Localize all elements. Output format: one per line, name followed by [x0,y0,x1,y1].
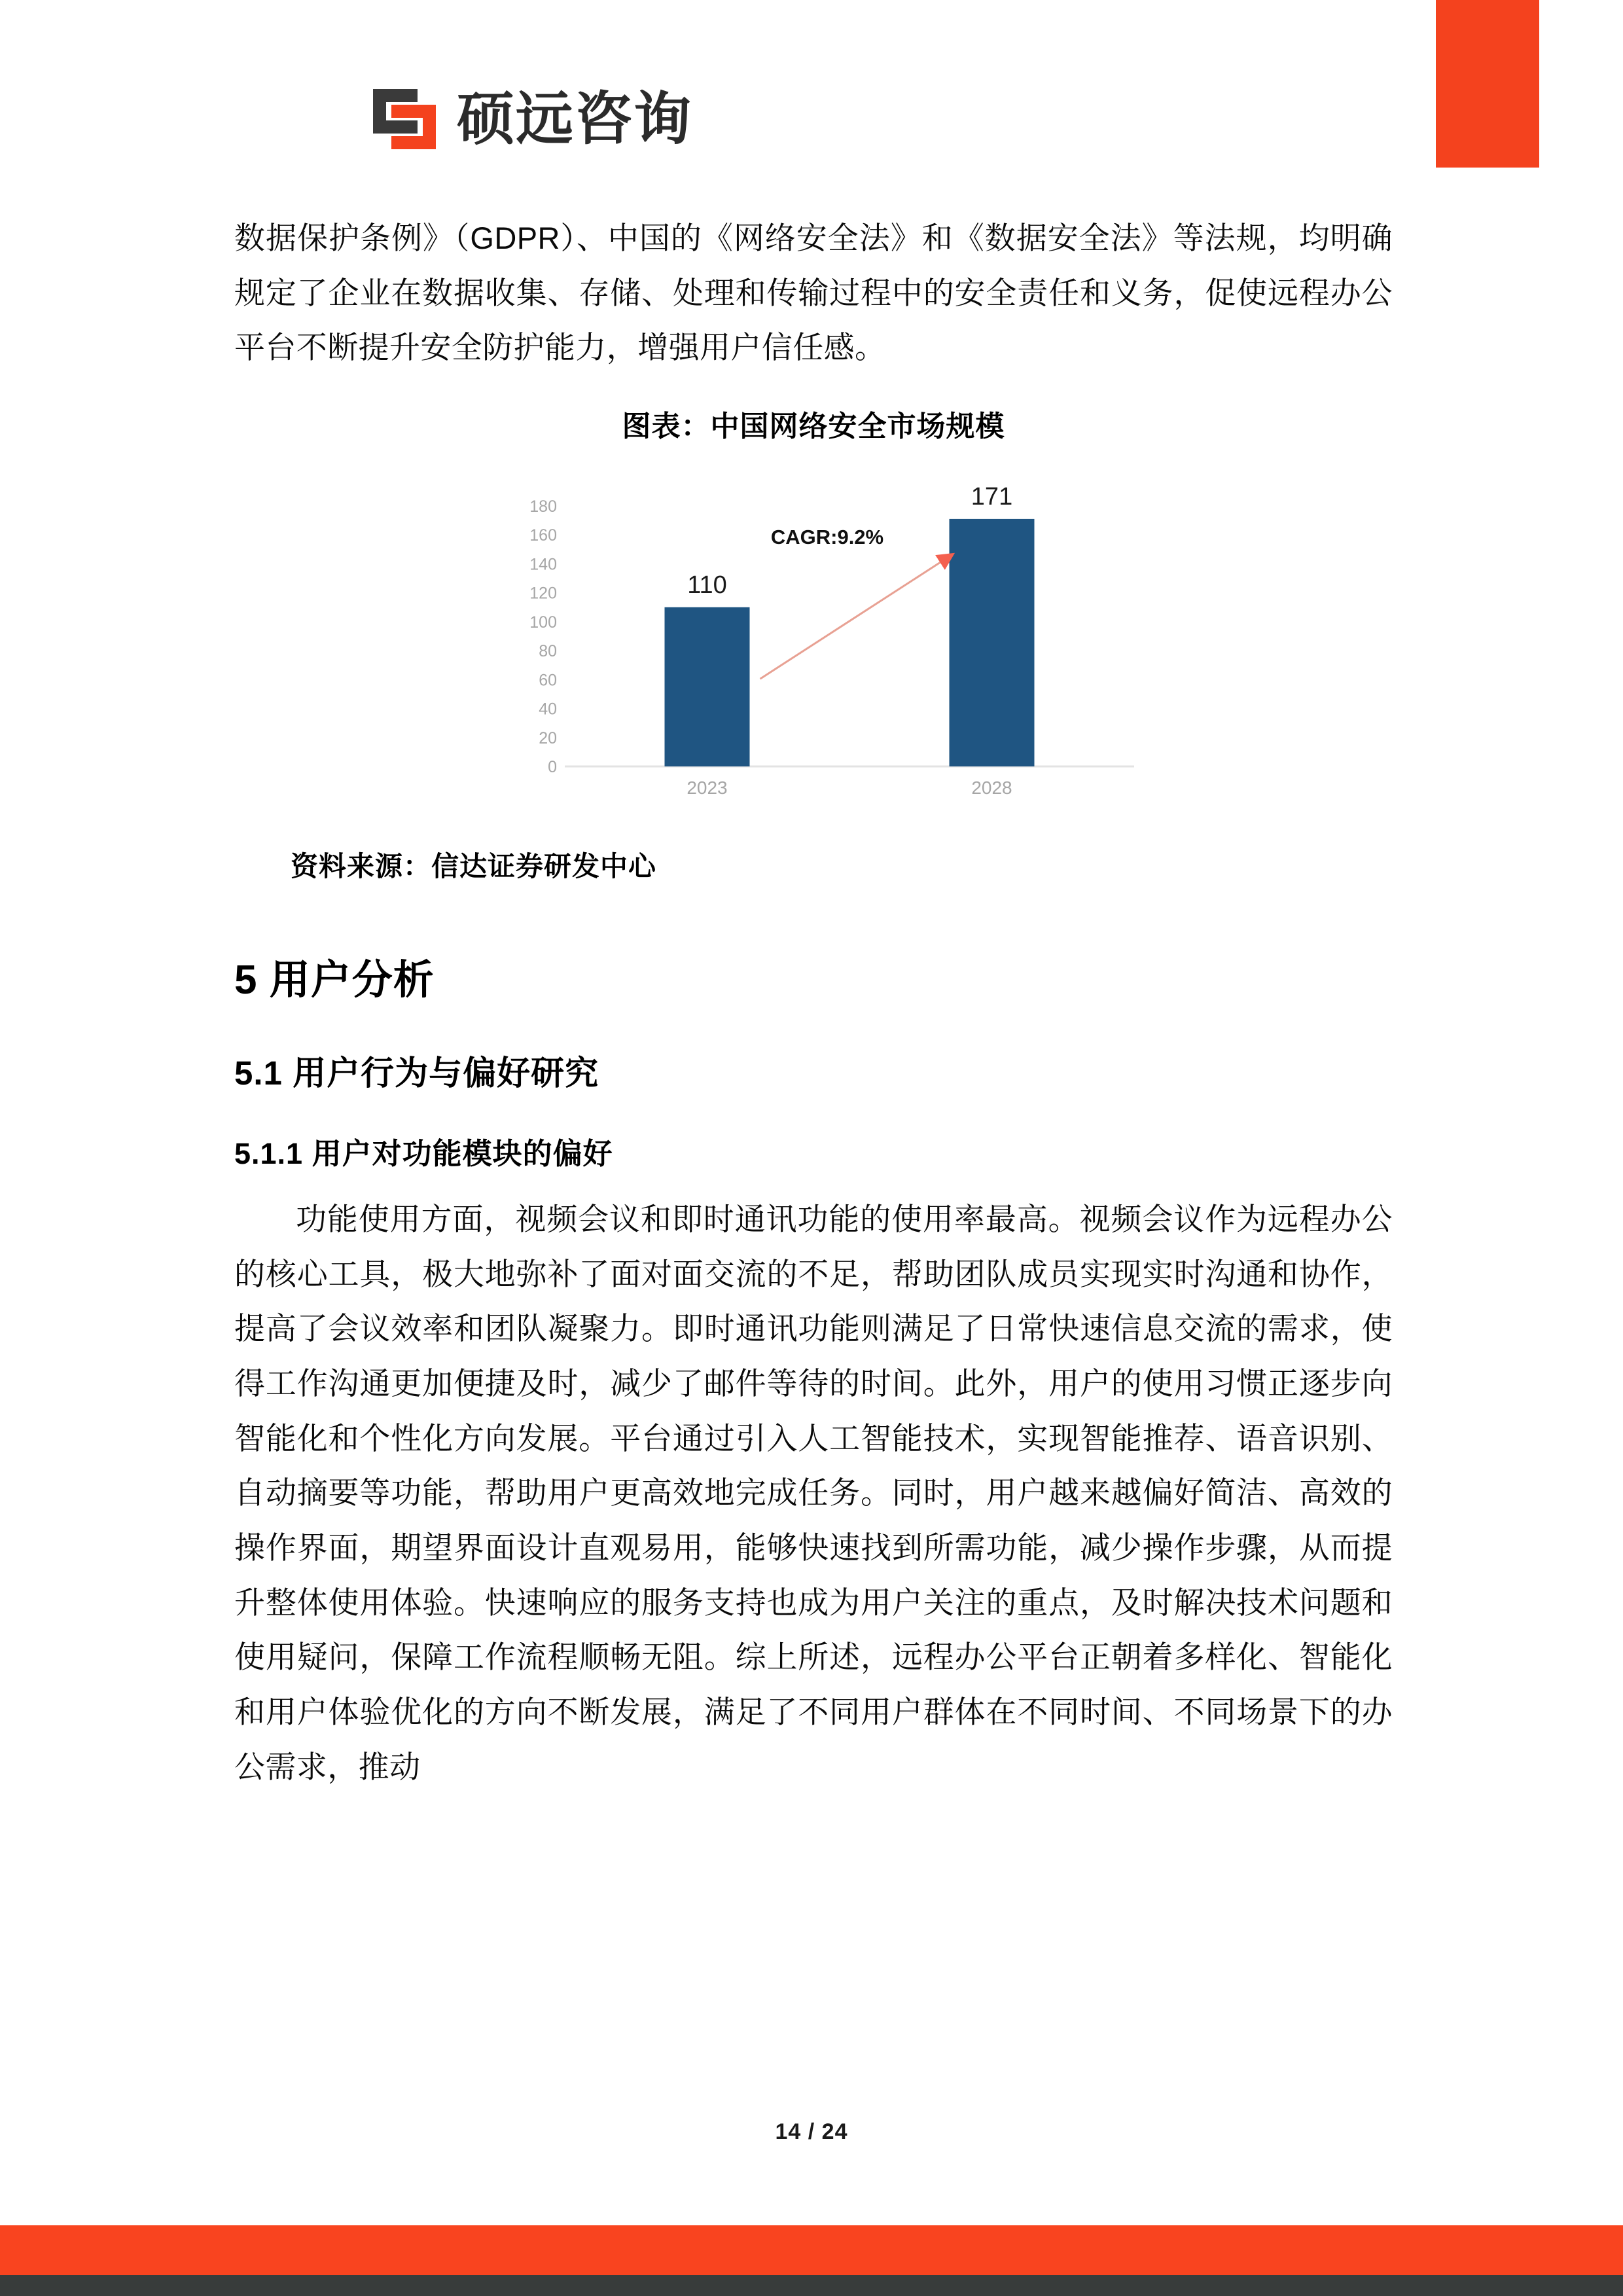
y-tick-label: 20 [539,728,557,747]
footer-accent-bar [0,2225,1623,2275]
figure-block [234,403,1393,884]
x-axis-tick-labels [687,778,1012,798]
document-header [366,82,692,156]
x-tick-label: 2023 [687,777,728,798]
bar-chart [486,467,1141,807]
y-tick-label: 120 [529,584,557,603]
corner-accent-block [1436,0,1539,168]
x-tick-label: 2028 [971,777,1012,798]
y-tick-label: 140 [529,555,557,574]
page-number: 14 / 24 [775,2119,848,2144]
y-tick-label: 60 [539,671,557,690]
bar-series [665,519,1035,766]
y-tick-label: 160 [529,526,557,545]
heading-section-5-1: 5.1 用户行为与偏好研究 [234,1054,599,1092]
y-axis-tick-labels [529,497,557,776]
main-paragraph: 功能使用方面，视频会议和即时通讯功能的使用率最高。视频会议作为远程办公的核心工具，极大地弥补了面对面交流的不足，帮助团队成员实现实时沟通和协作，提高了会议效率和团队凝聚力。即时通讯功能则满足了日常快速信息交流的需求，使得工作沟通更加便捷及时，减少了邮件等待的时间。此外，用户的使用习惯正逐步向智能化和个性化方向发展。平台通过引入人工智能技术，实现智能推荐、语音识别、自动摘要等功能，帮助用户更高效地完成任务。同时，用户越来越偏好简洁、高效的操作界面，期望界面设计直观易用，能够快速找到所需功能，减少操作步骤，从而提升整体使用体验。快速响应的服务支持也成为用户关注的重点，及时解决技术问题和使用疑问，保障工作流程顺畅无阻。综上所述，远程办公平台正朝着多样化、智能化和用户体验优化的方向不断发展，满足了不同用户群体在不同时间、不同场景下的办公需求，推动 [234,1201,1393,1784]
footer-dark-bar [0,2275,1623,2296]
heading-section-5-1-1: 5.1.1 用户对功能模块的偏好 [234,1136,613,1170]
page-content [234,211,1393,1794]
bar [950,519,1035,766]
cagr-annotation [760,526,947,679]
shuoyuan-interlocking-c-logo-icon [366,82,440,156]
bar [665,607,750,766]
y-tick-label: 80 [539,642,557,661]
heading-section-5: 5 用户分析 [234,957,435,1003]
y-tick-label: 40 [539,700,557,719]
bar-chart-svg [486,467,1141,807]
y-tick-label: 0 [548,757,557,776]
cagr-arrow-line [760,558,947,679]
intro-paragraph: 数据保护条例》（GDPR）、中国的《网络安全法》和《数据安全法》等法规，均明确规定了企业在数据收集、存储、处理和传输过程中的安全责任和义务，促使远程办公平台不断提升安全防护能力，增强用户信任感。 [234,221,1393,365]
bar-value-label: 110 [687,571,727,599]
figure-title: 图表：中国网络安全市场规模 [622,410,1005,442]
y-tick-label: 100 [529,613,557,632]
figure-source: 资料来源：信达证券研发中心 [291,850,657,882]
cagr-annotation-label: CAGR:9.2% [770,525,884,548]
y-tick-label: 180 [529,497,557,516]
brand-name: 硕远咨询 [457,86,693,151]
bar-value-label: 171 [971,482,1013,511]
